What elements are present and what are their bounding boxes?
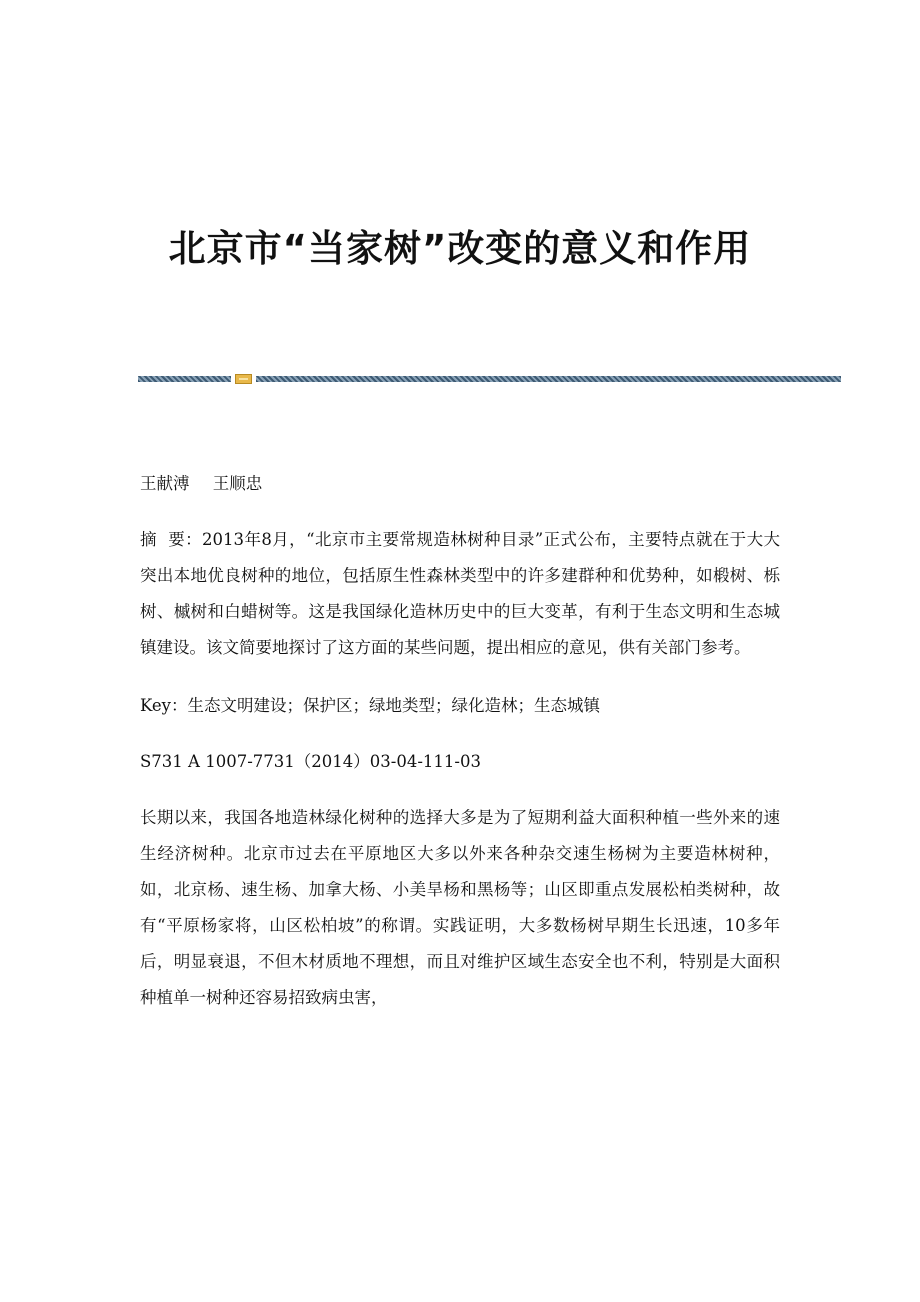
title-divider — [138, 374, 841, 384]
divider-bar-right — [256, 376, 841, 382]
author-name: 王献溥 — [140, 474, 190, 493]
keywords-label: Key： — [140, 696, 188, 715]
divider-emblem-icon — [235, 374, 252, 384]
classification-line: S731 A 1007-7731（2014）03-04-111-03 — [140, 752, 481, 771]
abstract-label: 摘 要： — [140, 530, 203, 549]
divider-bar-left — [138, 376, 231, 382]
document-title: 北京市“当家树”改变的意义和作用 — [168, 227, 752, 270]
abstract-text: 2013年8月，“北京市主要常规造林树种目录”正式公布，主要特点就在于大大突出本地优良树种的地位，包括原生性森林类型中的许多建群种和优势种，如椴树、栎树、槭树和白蜡树等。这是我国绿化造林历史中的巨大变革，有利于生态文明和生态城镇建设。该文简要地探讨了这方面的某些问题，提出相应的意见，供有关部门参考。 — [140, 530, 780, 657]
document-content — [140, 468, 780, 1016]
body-paragraph: 长期以来，我国各地造林绿化树种的选择大多是为了短期利益大面积种植一些外来的速生经济树种。北京市过去在平原地区大多以外来各种杂交速生杨树为主要造林树种，如，北京杨、速生杨、加拿大杨、小美旱杨和黑杨等；山区即重点发展松柏类树种，故有“平原杨家将，山区松柏坡”的称谓。实践证明，大多数杨树早期生长迅速，10多年后，明显衰退，不但木材质地不理想，而且对维护区域生态安全也不利，特别是大面积种植单一树种还容易招致病虫害， — [140, 808, 780, 1007]
keywords-line — [140, 688, 780, 724]
abstract-paragraph — [140, 522, 780, 666]
keywords-text: 生态文明建设；保护区；绿地类型；绿化造林；生态城镇 — [187, 696, 600, 715]
author-name: 王顺忠 — [212, 474, 263, 493]
author-list — [140, 468, 780, 500]
